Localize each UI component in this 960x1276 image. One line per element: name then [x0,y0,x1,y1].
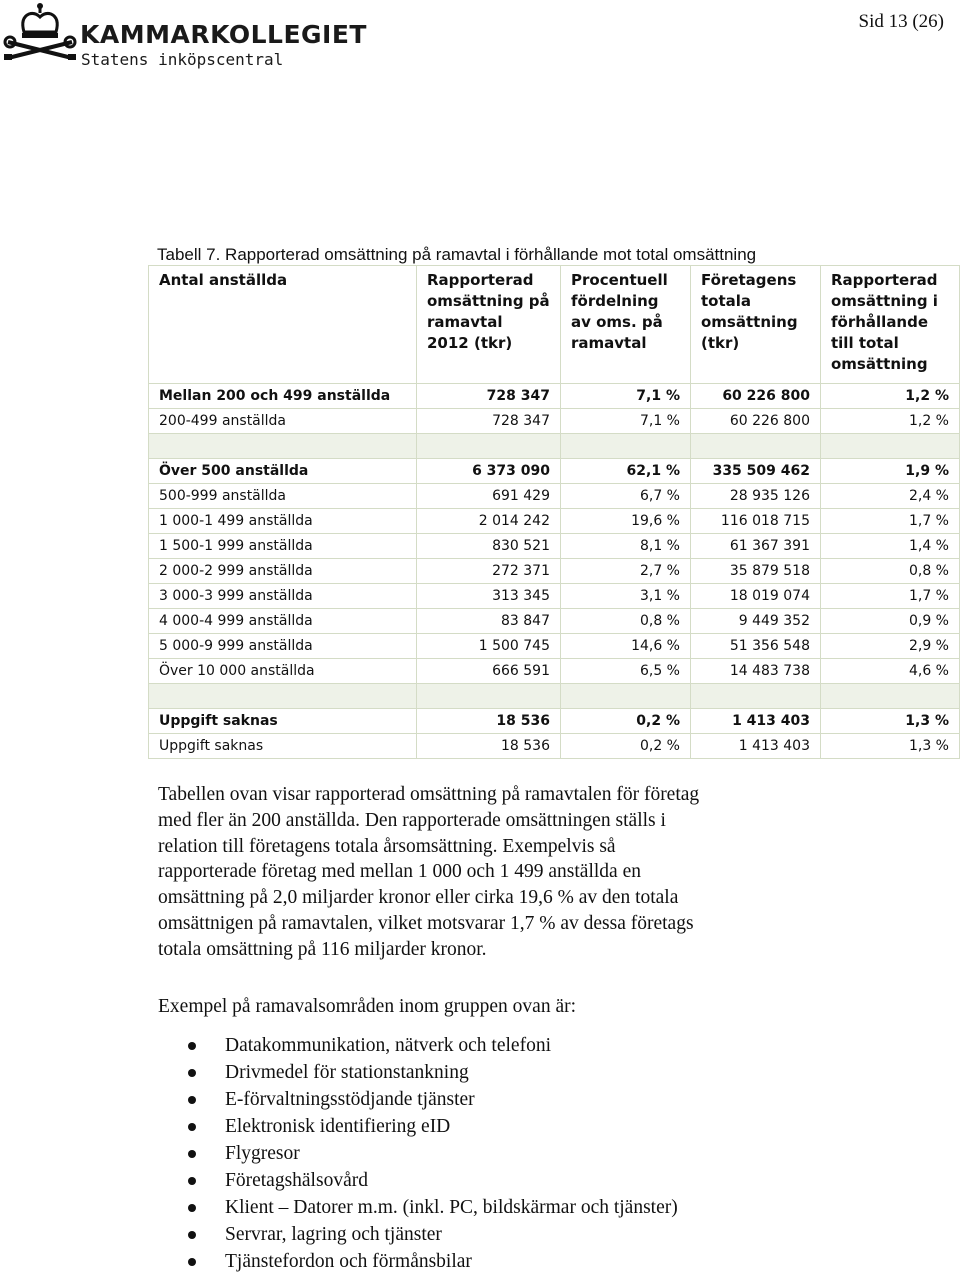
cell-employees: Över 10 000 anställda [149,659,417,684]
bullet-icon [188,1069,196,1077]
cell-total: 1 413 403 [691,709,821,734]
cell-percent: 8,1 % [561,534,691,559]
table-spacer-row [149,434,960,459]
cell-reported: 728 347 [417,409,561,434]
header-reported-turnover: Rapporterad omsättning på ramavtal 2012 (tkr) [417,266,561,384]
cell-employees: 2 000-2 999 anställda [149,559,417,584]
cell-percent: 0,8 % [561,609,691,634]
table-row [149,409,960,434]
cell-reported: 83 847 [417,609,561,634]
cell-employees: Över 500 anställda [149,459,417,484]
table-row-group [149,384,960,409]
table-row [149,534,960,559]
cell-percent: 7,1 % [561,409,691,434]
cell-total: 60 226 800 [691,384,821,409]
table-row [149,634,960,659]
table-row [149,609,960,634]
header-percent-distribution: Procentuell fördelning av oms. på ramavtal [561,266,691,384]
table-row-group [149,709,960,734]
bullet-icon [188,1258,196,1266]
paragraph-line: rapporterade företag med mellan 1 000 och 1 499 anställda en [158,861,641,883]
cell-reported: 18 536 [417,709,561,734]
table-spacer-row [149,684,960,709]
examples-list [186,1032,678,1275]
table-header-row [149,266,960,384]
table-caption: Tabell 7. Rapporterad omsättning på ramavtal i förhållande mot total omsättning [157,245,757,264]
list-item: Servrar, lagring och tjänster [186,1221,678,1248]
cell-reported: 728 347 [417,384,561,409]
cell-total: 35 879 518 [691,559,821,584]
cell-employees: Mellan 200 och 499 anställda [149,384,417,409]
cell-ratio: 1,7 % [821,584,960,609]
paragraph-line: omsättning på 2,0 miljarder kronor eller cirka 19,6 % av den totala [158,887,679,909]
cell-percent: 0,2 % [561,734,691,759]
cell-ratio: 0,8 % [821,559,960,584]
cell-reported: 2 014 242 [417,509,561,534]
cell-ratio: 1,9 % [821,459,960,484]
org-name: KAMMARKOLLEGIET [80,20,367,49]
cell-percent: 14,6 % [561,634,691,659]
cell-total: 116 018 715 [691,509,821,534]
cell-ratio: 4,6 % [821,659,960,684]
cell-ratio: 1,3 % [821,734,960,759]
bullet-icon [188,1123,196,1131]
cell-employees: Uppgift saknas [149,734,417,759]
cell-total: 14 483 738 [691,659,821,684]
cell-total: 18 019 074 [691,584,821,609]
bullet-icon [188,1150,196,1158]
bullet-icon [188,1204,196,1212]
list-item: Klient – Datorer m.m. (inkl. PC, bildskärmar och tjänster) [186,1194,678,1221]
crown-keys-icon [2,2,78,64]
table-row [149,484,960,509]
paragraph-line: relation till företagens totala årsomsättning. Exempelvis så [158,835,616,857]
cell-ratio: 1,7 % [821,509,960,534]
cell-employees: 4 000-4 999 anställda [149,609,417,634]
cell-percent: 0,2 % [561,709,691,734]
list-item: Flygresor [186,1140,678,1167]
cell-percent: 3,1 % [561,584,691,609]
cell-reported: 18 536 [417,734,561,759]
cell-percent: 6,5 % [561,659,691,684]
cell-percent: 19,6 % [561,509,691,534]
cell-ratio: 1,2 % [821,409,960,434]
list-item: Elektronisk identifiering eID [186,1113,678,1140]
cell-employees: 500-999 anställda [149,484,417,509]
cell-ratio: 2,9 % [821,634,960,659]
page-number: Sid 13 (26) [858,11,944,32]
bullet-icon [188,1177,196,1185]
cell-ratio: 1,4 % [821,534,960,559]
list-item: E-förvaltningsstödjande tjänster [186,1086,678,1113]
header-turnover-ratio: Rapporterad omsättning i förhållande till total omsättning [821,266,960,384]
body-paragraph [158,782,838,963]
cell-total: 335 509 462 [691,459,821,484]
paragraph-line: med fler än 200 anställda. Den rapporterade omsättningen ställs i [158,809,666,831]
list-item: Tjänstefordon och förmånsbilar [186,1248,678,1275]
table-row [149,509,960,534]
cell-employees: 200-499 anställda [149,409,417,434]
cell-ratio: 2,4 % [821,484,960,509]
header-total-turnover: Företagens totala omsättning (tkr) [691,266,821,384]
table-row [149,584,960,609]
list-item: Datakommunikation, nätverk och telefoni [186,1032,678,1059]
cell-total: 1 413 403 [691,734,821,759]
cell-reported: 691 429 [417,484,561,509]
list-item: Företagshälsovård [186,1167,678,1194]
table-row [149,734,960,759]
cell-total: 60 226 800 [691,409,821,434]
cell-employees: 1 000-1 499 anställda [149,509,417,534]
cell-employees: Uppgift saknas [149,709,417,734]
table-row [149,559,960,584]
cell-percent: 6,7 % [561,484,691,509]
cell-total: 9 449 352 [691,609,821,634]
header-logo [0,0,367,80]
cell-reported: 830 521 [417,534,561,559]
cell-percent: 7,1 % [561,384,691,409]
table-row-group [149,459,960,484]
paragraph-line: Tabellen ovan visar rapporterad omsättning på ramavtalen för företag [158,784,700,805]
bullet-icon [188,1096,196,1104]
header-employees: Antal anställda [149,266,417,384]
cell-reported: 6 373 090 [417,459,561,484]
turnover-table [148,265,960,759]
cell-employees: 1 500-1 999 anställda [149,534,417,559]
cell-ratio: 0,9 % [821,609,960,634]
examples-intro: Exempel på ramavalsområden inom gruppen ovan är: [158,996,577,1017]
cell-reported: 272 371 [417,559,561,584]
cell-percent: 62,1 % [561,459,691,484]
cell-total: 61 367 391 [691,534,821,559]
cell-ratio: 1,3 % [821,709,960,734]
paragraph-line: omsättnigen på ramavtalen, vilket motsvarar 1,7 % av dessa företags [158,912,694,934]
cell-reported: 1 500 745 [417,634,561,659]
cell-employees: 5 000-9 999 anställda [149,634,417,659]
cell-total: 51 356 548 [691,634,821,659]
list-item: Drivmedel för stationstankning [186,1059,678,1086]
bullet-icon [188,1231,196,1239]
cell-total: 28 935 126 [691,484,821,509]
cell-reported: 666 591 [417,659,561,684]
cell-percent: 2,7 % [561,559,691,584]
org-subtitle: Statens inköpscentral [81,50,284,69]
paragraph-line: totala omsättning på 116 miljarder kronor. [158,938,487,960]
bullet-icon [188,1042,196,1050]
cell-employees: 3 000-3 999 anställda [149,584,417,609]
cell-reported: 313 345 [417,584,561,609]
cell-ratio: 1,2 % [821,384,960,409]
table-row [149,659,960,684]
